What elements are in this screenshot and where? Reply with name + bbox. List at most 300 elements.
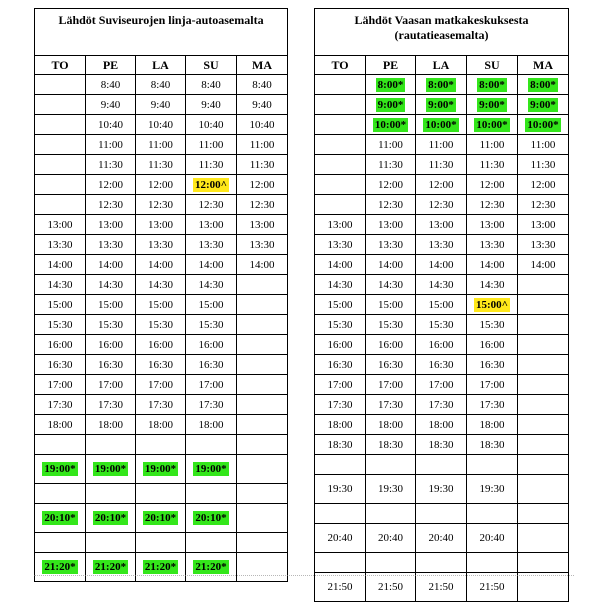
time-cell: 13:30 xyxy=(35,235,86,255)
table-row xyxy=(35,95,288,115)
time-cell: 11:30 xyxy=(237,155,288,175)
time-cell: 19:30 xyxy=(467,475,518,504)
highlighted-time-green: 9:00* xyxy=(479,98,505,111)
time-cell: 11:00 xyxy=(467,135,518,155)
time-cell xyxy=(315,553,366,573)
highlighted-time-green: 8:00* xyxy=(530,78,556,91)
time-cell: 14:30 xyxy=(186,275,237,295)
time-cell: 15:30 xyxy=(86,315,136,335)
time-cell: 11:00 xyxy=(237,135,288,155)
time-cell: 13:30 xyxy=(186,235,237,255)
time-cell xyxy=(35,195,86,215)
table-row xyxy=(315,175,569,195)
table-row xyxy=(315,115,569,135)
time-cell xyxy=(35,455,86,484)
time-cell: 14:30 xyxy=(467,275,518,295)
time-cell: 17:00 xyxy=(467,375,518,395)
time-cell: 11:30 xyxy=(366,155,416,175)
time-cell: 11:00 xyxy=(136,135,186,155)
time-cell xyxy=(237,504,288,533)
time-cell: 20:40 xyxy=(366,524,416,553)
time-cell xyxy=(186,504,237,533)
time-cell: 13:00 xyxy=(86,215,136,235)
time-cell: 20:40 xyxy=(467,524,518,553)
time-cell: 19:30 xyxy=(366,475,416,504)
highlighted-time-green: 19:00* xyxy=(144,463,177,475)
time-cell: 14:00 xyxy=(237,255,288,275)
time-cell: 16:00 xyxy=(416,335,467,355)
time-cell: 17:00 xyxy=(186,375,237,395)
time-cell: 11:30 xyxy=(416,155,467,175)
right-timetable-title: Lähdöt Vaasan matkakeskuksesta (rautatieasemalta) xyxy=(315,9,569,56)
table-row xyxy=(315,475,569,504)
time-cell xyxy=(366,455,416,475)
time-cell xyxy=(315,195,366,215)
time-cell xyxy=(35,484,86,504)
time-cell xyxy=(518,275,569,295)
time-cell: 21:50 xyxy=(467,573,518,602)
time-cell: 12:30 xyxy=(86,195,136,215)
highlighted-time-green: 10:00* xyxy=(527,118,559,131)
right-day-header-su: SU xyxy=(467,56,518,75)
highlighted-time-green: 19:00* xyxy=(44,463,76,475)
time-cell: 16:00 xyxy=(35,335,86,355)
table-row xyxy=(315,435,569,455)
highlighted-time-green: 20:10* xyxy=(44,512,76,524)
time-cell: 14:30 xyxy=(136,275,186,295)
right-day-header-ma: MA xyxy=(518,56,569,75)
time-cell: 13:00 xyxy=(35,215,86,235)
left-day-header-la: LA xyxy=(136,56,186,75)
time-cell: 18:00 xyxy=(467,415,518,435)
highlighted-time-green: 9:00* xyxy=(428,98,454,111)
time-cell: 16:30 xyxy=(416,355,467,375)
table-row xyxy=(315,135,569,155)
left-day-header-pe: PE xyxy=(86,56,136,75)
time-cell: 10:40 xyxy=(86,115,136,135)
time-cell xyxy=(237,435,288,455)
table-row xyxy=(35,75,288,95)
time-cell: 10:40 xyxy=(136,115,186,135)
time-cell: 17:00 xyxy=(136,375,186,395)
table-row xyxy=(35,395,288,415)
time-cell xyxy=(237,355,288,375)
time-cell xyxy=(237,295,288,315)
time-cell: 11:00 xyxy=(186,135,237,155)
time-cell: 16:00 xyxy=(366,335,416,355)
time-cell: 14:00 xyxy=(186,255,237,275)
left-day-header-row xyxy=(35,56,288,75)
left-timetable xyxy=(34,8,288,582)
time-cell xyxy=(35,435,86,455)
time-cell: 14:30 xyxy=(315,275,366,295)
time-cell xyxy=(518,95,569,115)
table-row xyxy=(315,155,569,175)
table-row xyxy=(35,275,288,295)
table-row xyxy=(315,375,569,395)
table-row xyxy=(35,455,288,484)
table-row xyxy=(35,315,288,335)
time-cell xyxy=(35,504,86,533)
table-row xyxy=(315,95,569,115)
time-cell: 12:30 xyxy=(416,195,467,215)
time-cell: 17:30 xyxy=(136,395,186,415)
time-cell xyxy=(467,455,518,475)
table-row xyxy=(315,315,569,335)
time-cell: 12:30 xyxy=(186,195,237,215)
highlighted-time-green: 19:00* xyxy=(94,463,127,475)
table-row xyxy=(35,504,288,533)
time-cell: 8:40 xyxy=(237,75,288,95)
time-cell: 12:30 xyxy=(136,195,186,215)
table-row xyxy=(315,395,569,415)
time-cell: 15:30 xyxy=(315,315,366,335)
time-cell: 17:30 xyxy=(35,395,86,415)
time-cell: 16:30 xyxy=(35,355,86,375)
left-day-header-su: SU xyxy=(186,56,237,75)
time-cell: 20:40 xyxy=(315,524,366,553)
highlighted-time-green: 9:00* xyxy=(377,98,404,111)
time-cell: 15:30 xyxy=(35,315,86,335)
right-day-header-to: TO xyxy=(315,56,366,75)
time-cell xyxy=(35,135,86,155)
time-cell: 13:30 xyxy=(237,235,288,255)
highlighted-time-green: 8:00* xyxy=(377,78,404,91)
time-cell xyxy=(467,95,518,115)
time-cell: 17:30 xyxy=(467,395,518,415)
highlighted-time-green: 9:00* xyxy=(530,98,556,111)
time-cell: 15:00 xyxy=(136,295,186,315)
time-cell: 18:00 xyxy=(35,415,86,435)
time-cell: 15:00 xyxy=(186,295,237,315)
time-cell xyxy=(518,415,569,435)
time-cell xyxy=(237,375,288,395)
time-cell: 16:00 xyxy=(186,335,237,355)
time-cell xyxy=(86,533,136,553)
time-cell: 15:30 xyxy=(467,315,518,335)
time-cell xyxy=(186,484,237,504)
time-cell: 16:00 xyxy=(136,335,186,355)
time-cell: 17:00 xyxy=(416,375,467,395)
time-cell: 19:30 xyxy=(315,475,366,504)
time-cell: 18:30 xyxy=(416,435,467,455)
highlighted-time-green: 21:20* xyxy=(144,561,177,573)
table-row xyxy=(315,275,569,295)
time-cell xyxy=(237,275,288,295)
time-cell xyxy=(237,455,288,484)
time-cell: 14:30 xyxy=(416,275,467,295)
time-cell: 14:30 xyxy=(86,275,136,295)
time-cell xyxy=(416,455,467,475)
table-row xyxy=(35,355,288,375)
time-cell: 15:30 xyxy=(416,315,467,335)
time-cell: 14:00 xyxy=(518,255,569,275)
table-row xyxy=(35,533,288,553)
time-cell: 12:00 xyxy=(518,175,569,195)
time-cell xyxy=(518,375,569,395)
time-cell xyxy=(416,553,467,573)
time-cell: 14:00 xyxy=(366,255,416,275)
time-cell xyxy=(416,75,467,95)
time-cell xyxy=(35,95,86,115)
time-cell: 18:30 xyxy=(315,435,366,455)
table-row xyxy=(35,295,288,315)
time-cell: 13:00 xyxy=(136,215,186,235)
table-row xyxy=(35,195,288,215)
time-cell: 12:00 xyxy=(366,175,416,195)
time-cell xyxy=(467,504,518,524)
time-cell xyxy=(315,175,366,195)
time-cell xyxy=(518,75,569,95)
time-cell: 14:00 xyxy=(315,255,366,275)
time-cell xyxy=(467,75,518,95)
time-cell: 16:00 xyxy=(86,335,136,355)
time-cell xyxy=(315,135,366,155)
time-cell: 11:00 xyxy=(518,135,569,155)
time-cell xyxy=(518,115,569,135)
time-cell: 12:30 xyxy=(237,195,288,215)
time-cell xyxy=(315,504,366,524)
right-day-header-row xyxy=(315,56,569,75)
left-timetable-title: Lähdöt Suviseurojen linja-autoasemalta xyxy=(35,9,288,56)
table-row xyxy=(35,435,288,455)
time-cell: 17:00 xyxy=(86,375,136,395)
time-cell xyxy=(86,455,136,484)
highlighted-time-green: 10:00* xyxy=(374,118,407,131)
time-cell xyxy=(416,95,467,115)
time-cell: 16:30 xyxy=(186,355,237,375)
time-cell: 12:00 xyxy=(86,175,136,195)
time-cell: 13:30 xyxy=(518,235,569,255)
table-row xyxy=(35,155,288,175)
time-cell: 15:00 xyxy=(35,295,86,315)
time-cell: 16:30 xyxy=(467,355,518,375)
time-cell xyxy=(237,533,288,553)
time-cell: 9:40 xyxy=(237,95,288,115)
time-cell xyxy=(136,484,186,504)
time-cell: 15:00 xyxy=(366,295,416,315)
time-cell xyxy=(136,455,186,484)
time-cell: 21:50 xyxy=(366,573,416,602)
table-row xyxy=(315,215,569,235)
time-cell: 18:00 xyxy=(186,415,237,435)
table-row xyxy=(35,215,288,235)
table-row xyxy=(315,415,569,435)
time-cell xyxy=(315,455,366,475)
time-cell xyxy=(237,315,288,335)
time-cell: 13:00 xyxy=(416,215,467,235)
right-timetable-body xyxy=(315,75,569,602)
time-cell xyxy=(518,435,569,455)
table-row xyxy=(35,235,288,255)
time-cell xyxy=(416,504,467,524)
highlighted-time-yellow: 15:00^ xyxy=(475,298,509,311)
time-cell: 18:00 xyxy=(416,415,467,435)
time-cell: 11:30 xyxy=(136,155,186,175)
time-cell: 10:40 xyxy=(237,115,288,135)
time-cell xyxy=(186,435,237,455)
time-cell: 13:00 xyxy=(467,215,518,235)
time-cell: 16:00 xyxy=(467,335,518,355)
time-cell: 11:00 xyxy=(366,135,416,155)
time-cell xyxy=(315,95,366,115)
time-cell xyxy=(518,524,569,553)
time-cell: 12:00 xyxy=(416,175,467,195)
table-row xyxy=(315,195,569,215)
time-cell xyxy=(35,533,86,553)
time-cell xyxy=(315,115,366,135)
time-cell: 20:40 xyxy=(416,524,467,553)
time-cell xyxy=(136,435,186,455)
time-cell: 13:00 xyxy=(518,215,569,235)
table-row xyxy=(315,355,569,375)
time-cell: 9:40 xyxy=(186,95,237,115)
time-cell xyxy=(35,175,86,195)
time-cell: 14:30 xyxy=(366,275,416,295)
time-cell: 15:30 xyxy=(366,315,416,335)
highlighted-time-green: 20:10* xyxy=(144,512,177,524)
table-row xyxy=(315,553,569,573)
time-cell: 16:30 xyxy=(86,355,136,375)
time-cell: 17:30 xyxy=(186,395,237,415)
time-cell: 11:00 xyxy=(86,135,136,155)
time-cell xyxy=(86,504,136,533)
time-cell: 14:00 xyxy=(136,255,186,275)
time-cell: 8:40 xyxy=(186,75,237,95)
table-row xyxy=(315,75,569,95)
time-cell: 14:00 xyxy=(467,255,518,275)
time-cell: 12:30 xyxy=(366,195,416,215)
left-day-header-ma: MA xyxy=(237,56,288,75)
time-cell: 12:00 xyxy=(237,175,288,195)
time-cell xyxy=(467,295,518,315)
left-timetable-body xyxy=(35,75,288,582)
highlighted-time-green: 8:00* xyxy=(479,78,505,91)
highlighted-time-green: 21:20* xyxy=(195,561,227,573)
time-cell: 13:00 xyxy=(366,215,416,235)
highlighted-time-green: 19:00* xyxy=(195,463,227,475)
table-row xyxy=(35,135,288,155)
highlighted-time-green: 20:10* xyxy=(94,512,127,524)
time-cell xyxy=(35,155,86,175)
table-row xyxy=(315,455,569,475)
time-cell: 12:00 xyxy=(467,175,518,195)
right-day-header-pe: PE xyxy=(366,56,416,75)
time-cell: 9:40 xyxy=(86,95,136,115)
time-cell: 15:30 xyxy=(186,315,237,335)
time-cell xyxy=(366,115,416,135)
time-cell: 16:30 xyxy=(366,355,416,375)
time-cell xyxy=(518,315,569,335)
time-cell: 11:30 xyxy=(86,155,136,175)
time-cell xyxy=(186,533,237,553)
page-bottom-rule xyxy=(34,575,574,578)
time-cell: 14:00 xyxy=(86,255,136,275)
time-cell: 13:30 xyxy=(467,235,518,255)
time-cell xyxy=(518,355,569,375)
highlighted-time-green: 20:10* xyxy=(195,512,227,524)
time-cell xyxy=(315,155,366,175)
highlighted-time-green: 10:00* xyxy=(425,118,457,131)
time-cell xyxy=(467,115,518,135)
time-cell: 12:30 xyxy=(467,195,518,215)
time-cell: 11:30 xyxy=(467,155,518,175)
time-cell: 18:00 xyxy=(366,415,416,435)
time-cell: 8:40 xyxy=(136,75,186,95)
time-cell xyxy=(518,553,569,573)
highlighted-time-green: 21:20* xyxy=(94,561,127,573)
time-cell: 16:30 xyxy=(315,355,366,375)
time-cell xyxy=(237,335,288,355)
time-cell: 13:30 xyxy=(416,235,467,255)
time-cell xyxy=(366,553,416,573)
time-cell xyxy=(518,395,569,415)
highlighted-time-green: 10:00* xyxy=(476,118,508,131)
table-row xyxy=(315,255,569,275)
time-cell xyxy=(366,95,416,115)
time-cell xyxy=(237,484,288,504)
time-cell xyxy=(518,335,569,355)
time-cell: 17:00 xyxy=(366,375,416,395)
table-row xyxy=(35,484,288,504)
time-cell: 18:30 xyxy=(366,435,416,455)
time-cell xyxy=(86,435,136,455)
time-cell: 11:30 xyxy=(518,155,569,175)
time-cell: 17:00 xyxy=(315,375,366,395)
time-cell: 15:30 xyxy=(136,315,186,335)
time-cell: 16:00 xyxy=(315,335,366,355)
time-cell xyxy=(136,504,186,533)
time-cell: 18:00 xyxy=(136,415,186,435)
time-cell: 13:30 xyxy=(366,235,416,255)
time-cell: 10:40 xyxy=(186,115,237,135)
table-row xyxy=(35,175,288,195)
time-cell: 9:40 xyxy=(136,95,186,115)
time-cell: 17:30 xyxy=(315,395,366,415)
time-cell: 17:30 xyxy=(366,395,416,415)
time-cell xyxy=(366,75,416,95)
time-cell: 19:30 xyxy=(416,475,467,504)
time-cell xyxy=(315,75,366,95)
time-cell xyxy=(366,504,416,524)
time-cell xyxy=(467,553,518,573)
time-cell xyxy=(186,455,237,484)
time-cell: 14:00 xyxy=(416,255,467,275)
time-cell: 13:30 xyxy=(136,235,186,255)
time-cell xyxy=(35,115,86,135)
time-cell: 17:30 xyxy=(86,395,136,415)
table-row xyxy=(35,255,288,275)
table-row xyxy=(315,504,569,524)
time-cell: 21:50 xyxy=(416,573,467,602)
time-cell xyxy=(237,395,288,415)
time-cell: 12:30 xyxy=(518,195,569,215)
table-row xyxy=(35,415,288,435)
time-cell: 11:00 xyxy=(416,135,467,155)
time-cell: 13:00 xyxy=(237,215,288,235)
time-cell: 13:00 xyxy=(186,215,237,235)
time-cell: 8:40 xyxy=(86,75,136,95)
table-row xyxy=(315,235,569,255)
time-cell xyxy=(518,295,569,315)
time-cell: 12:00 xyxy=(136,175,186,195)
time-cell xyxy=(186,175,237,195)
time-cell: 13:30 xyxy=(315,235,366,255)
time-cell: 18:00 xyxy=(86,415,136,435)
time-cell xyxy=(86,484,136,504)
left-day-header-to: TO xyxy=(35,56,86,75)
time-cell: 15:00 xyxy=(416,295,467,315)
